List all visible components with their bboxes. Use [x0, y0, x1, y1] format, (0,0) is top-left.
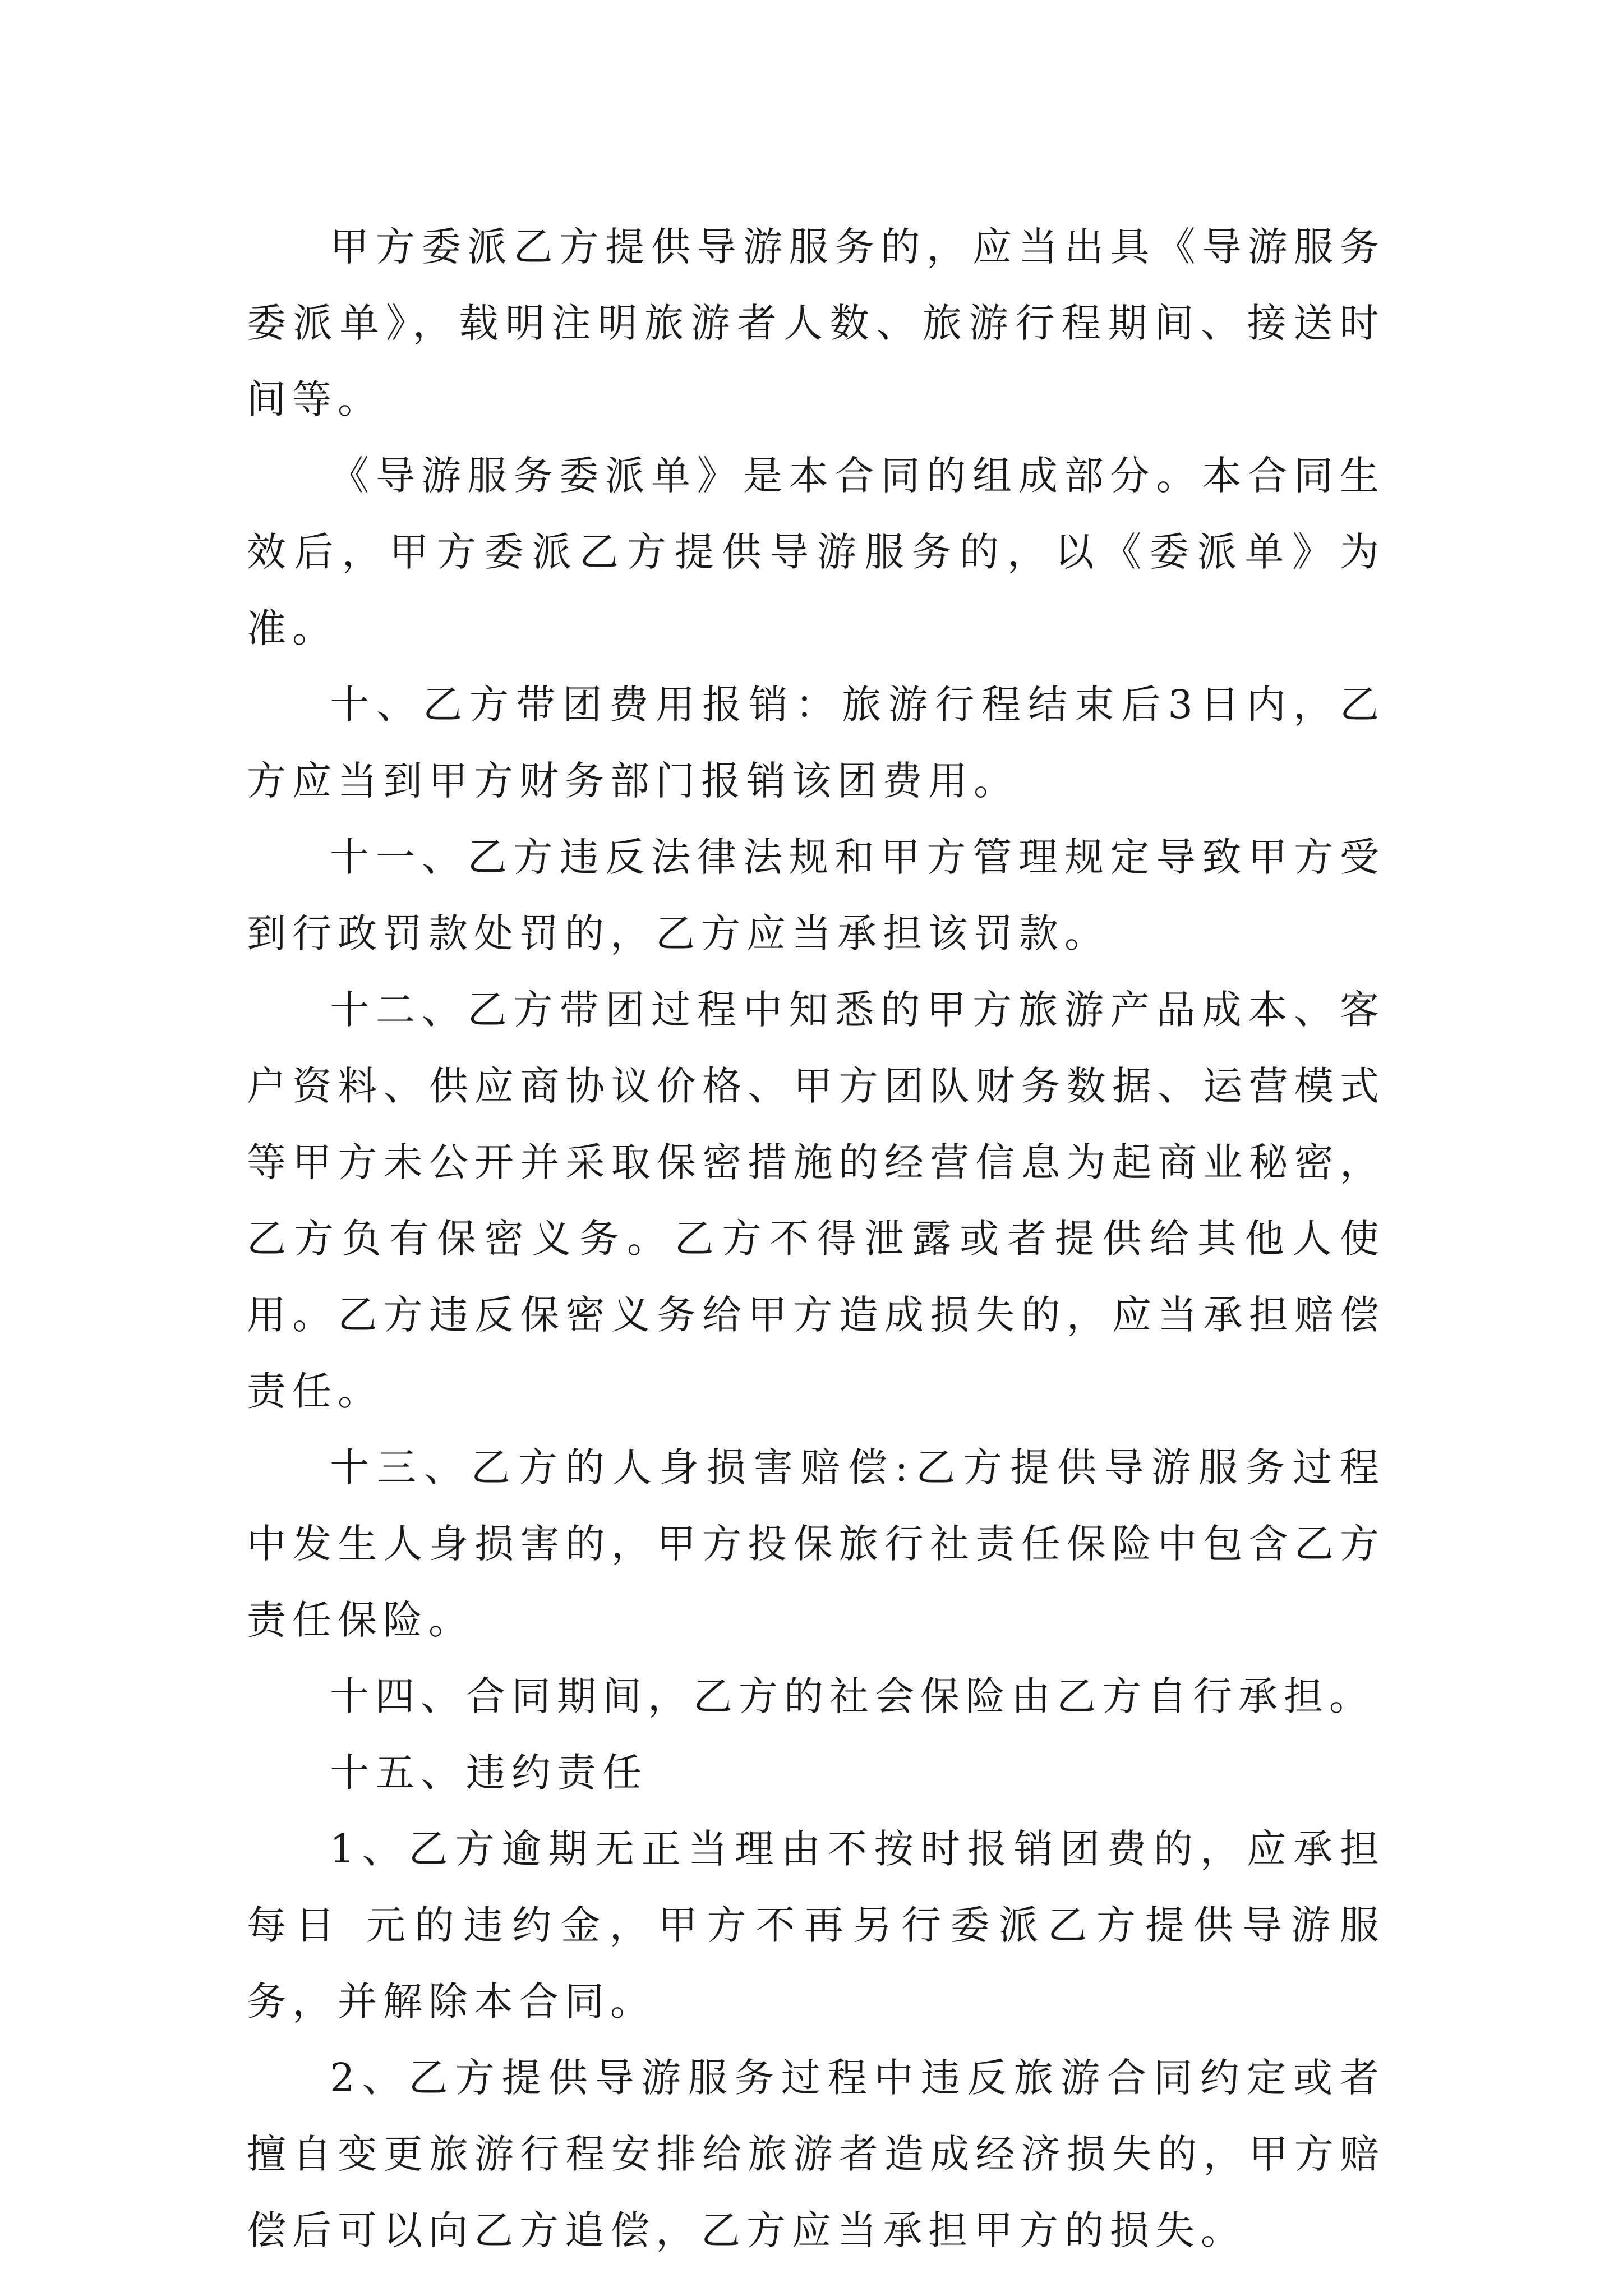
paragraph-clause-15-item-1: 1、乙方逾期无正当理由不按时报销团费的，应承担每日 元的违约金，甲方不再另行委派乙方提供导游服务，并解除本合同。	[247, 1826, 1385, 2024]
paragraph-clause-13: 十三、乙方的人身损害赔偿:乙方提供导游服务过程中发生人身损害的，甲方投保旅行社责任保险中包含乙方责任保险。	[247, 1444, 1385, 1643]
paragraph-dispatch-form-part: 《导游服务委派单》是本合同的组成部分。本合同生效后，甲方委派乙方提供导游服务的，以《委派单》为准。	[247, 453, 1385, 651]
document-body	[247, 209, 1385, 2269]
paragraph-clause-15-heading: 十五、违约责任	[330, 1750, 648, 1796]
paragraph-clause-11: 十一、乙方违反法律法规和甲方管理规定导致甲方受到行政罚款处罚的，乙方应当承担该罚款。	[247, 834, 1385, 956]
paragraph-clause-15-item-2: 2、乙方提供导游服务过程中违反旅游合同约定或者擅自变更旅游行程安排给旅游者造成经济损失的，甲方赔偿后可以向乙方追偿，乙方应当承担甲方的损失。	[247, 2055, 1385, 2253]
paragraph-clause-14: 十四、合同期间，乙方的社会保险由乙方自行承担。	[330, 1673, 1375, 1719]
paragraph-clause-12: 十二、乙方带团过程中知悉的甲方旅游产品成本、客户资料、供应商协议价格、甲方团队财务数据、运营模式等甲方未公开并采取保密措施的经营信息为起商业秘密，乙方负有保密义务。乙方不得泄露或者提供给其他人使用。乙方违反保密义务给甲方造成损失的，应当承担赔偿责任。	[247, 987, 1385, 1414]
paragraph-clause-10: 十、乙方带团费用报销：旅游行程结束后3日内，乙方应当到甲方财务部门报销该团费用。	[247, 682, 1385, 804]
paragraph-dispatch-form: 甲方委派乙方提供导游服务的，应当出具《导游服务委派单》，载明注明旅游者人数、旅游行程期间、接送时间等。	[247, 224, 1385, 422]
